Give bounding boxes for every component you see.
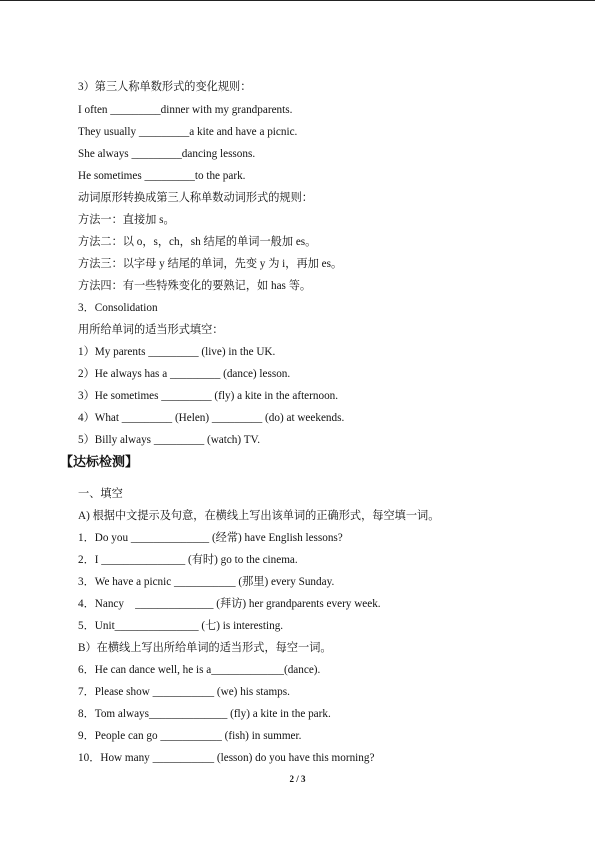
consolidation-item: 3）He sometimes _________ (fly) a kite in the afternoon. [78,390,339,402]
part-b-instruction: B）在横线上写出所给单词的适当形式，每空一词。 [78,642,332,654]
rule-line: 方法三：以字母 y 结尾的单词，先变 y 为 i，再加 es。 [78,258,343,270]
consolidation-instruction: 用所给单词的适当形式填空： [78,324,224,336]
part-a-item: 2．I _______________ (有时) go to the cinema. [78,554,298,566]
part-b-item: 10．How many ___________ (lesson) do you have this morning? [78,752,375,764]
part-a-item: 4．Nancy ______________ (拜访) her grandparents every week. [78,598,381,610]
rule-line: 方法四：有一些特殊变化的要熟记，如 has 等。 [78,280,312,292]
part-a-item: 3．We have a picnic ___________ (那里) every Sunday. [78,576,335,588]
part-b-item: 8．Tom always______________ (fly) a kite in the park. [78,708,331,720]
consolidation-item: 1）My parents _________ (live) in the UK. [78,346,276,358]
consolidation-item: 5）Billy always _________ (watch) TV. [78,434,260,446]
part-a-item: 1．Do you ______________ (经常) have English lessons? [78,532,343,544]
rule-title: 动词原形转换成第三人称单数动词形式的规则： [78,192,313,204]
page-number: 2 / 3 [289,774,306,784]
rule-line: 方法一：直接加 s。 [78,214,175,226]
consolidation-title: 3．Consolidation [78,302,158,314]
section-3-title: 3）第三人称单数形式的变化规则： [78,81,252,93]
consolidation-item: 4）What _________ (Helen) _________ (do) at weekends. [78,412,345,424]
part-a-instruction: A) 根据中文提示及句意，在横线上写出该单词的正确形式，每空填一词。 [78,510,440,522]
assessment-heading: 【达标检测】 [60,455,139,470]
consolidation-item: 2）He always has a _________ (dance) lesson. [78,368,291,380]
part-b-item: 6．He can dance well, he is a_____________(dance). [78,664,321,676]
part-b-item: 7．Please show ___________ (we) his stamps. [78,686,290,698]
part-1-title: 一、填空 [78,488,123,500]
part-b-item: 9．People can go ___________ (fish) in summer. [78,730,302,742]
rule-line: 方法二：以 o，s，ch，sh 结尾的单词一般加 es。 [78,236,317,248]
exercise-line: He sometimes _________to the park. [78,170,246,182]
part-a-item: 5．Unit_______________ (七) is interesting. [78,620,284,632]
exercise-line: She always _________dancing lessons. [78,148,256,160]
exercise-line: I often _________dinner with my grandparents. [78,104,293,116]
exercise-line: They usually _________a kite and have a picnic. [78,126,298,138]
